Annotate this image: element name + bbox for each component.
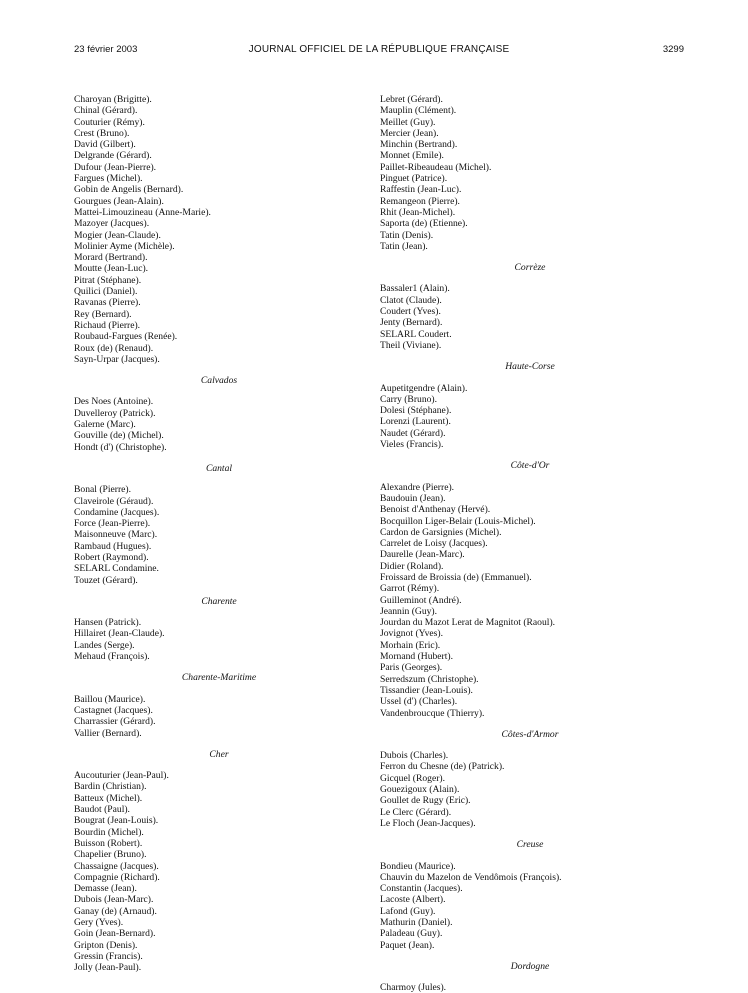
list-item: Charrassier (Gérard). xyxy=(74,716,156,728)
list-item: Gouville (de) (Michel). xyxy=(74,430,164,442)
list-item: Batteux (Michel). xyxy=(74,792,143,804)
list-item: Gobin de Angelis (Bernard). xyxy=(74,184,184,196)
list-item: Bonal (Pierre). xyxy=(74,484,132,496)
list-item: Fargues (Michel). xyxy=(74,173,143,185)
list-item: Aucouturier (Jean-Paul). xyxy=(74,770,169,782)
list-item: Daurelle (Jean-Marc). xyxy=(380,549,465,561)
list-item: Mathurin (Daniel). xyxy=(380,917,453,928)
list-item: Demasse (Jean). xyxy=(74,883,137,895)
list-item: Dubois (Jean-Marc). xyxy=(74,894,154,906)
list-item: Sayn-Urpar (Jacques). xyxy=(74,353,160,365)
list-item: Touzet (Gérard). xyxy=(74,574,138,586)
list-item: Mauplin (Clément). xyxy=(380,105,457,117)
list-item: Mogier (Jean-Claude). xyxy=(74,229,161,241)
list-item: Delgrande (Gérard). xyxy=(74,150,152,162)
list-item: Roux (de) (Renaud). xyxy=(74,342,154,354)
list-item: Froissard de Broissia (de) (Emmanuel). xyxy=(380,571,532,583)
list-item: SELARL Condamine. xyxy=(74,563,159,575)
list-item: Jovignot (Yves). xyxy=(380,628,443,640)
list-item: Gripton (Denis). xyxy=(74,939,138,951)
list-item: Baudouin (Jean). xyxy=(380,492,446,504)
list-item: Rhit (Jean-Michel). xyxy=(380,206,456,218)
list-item: Paris (Georges). xyxy=(380,662,443,674)
list-item: Aupetitgendre (Alain). xyxy=(380,382,468,394)
department-heading: Charente-Maritime xyxy=(181,672,257,684)
list-item: Baudot (Paul). xyxy=(74,804,130,816)
list-item: Hondt (d') (Christophe). xyxy=(74,441,167,453)
list-item: Vieles (Francis). xyxy=(380,439,444,451)
department-heading: Charente xyxy=(201,595,237,607)
list-item: Rey (Bernard). xyxy=(74,308,132,320)
list-item: Couturier (Rémy). xyxy=(74,116,145,128)
department-heading: Corrèze xyxy=(514,262,546,274)
list-item: Naudet (Gérard). xyxy=(380,427,446,439)
list-item: Crest (Bruno). xyxy=(74,127,130,139)
header-date: 23 février 2003 xyxy=(74,44,138,55)
list-item: Hillairet (Jean-Claude). xyxy=(74,628,165,640)
list-item: Paquet (Jean). xyxy=(380,939,435,951)
list-item: Richaud (Pierre). xyxy=(74,319,141,331)
list-item: Lebret (Gérard). xyxy=(380,94,443,105)
list-item: Ravanas (Pierre). xyxy=(74,297,141,309)
list-item: Bassaler1 (Alain). xyxy=(380,283,450,295)
list-item: Alexandre (Pierre). xyxy=(380,481,455,493)
list-item: Carrelet de Loisy (Jacques). xyxy=(380,538,488,550)
list-item: David (Gilbert). xyxy=(74,139,136,151)
list-item: Compagnie (Richard). xyxy=(74,871,160,883)
list-item: Ganay (de) (Arnaud). xyxy=(74,905,157,917)
list-item: Gicquel (Roger). xyxy=(380,772,446,784)
list-item: Didier (Roland). xyxy=(380,560,444,572)
list-item: Chinal (Gérard). xyxy=(74,105,138,117)
list-item: Morhain (Eric). xyxy=(380,639,441,651)
list-item: Bardin (Christian). xyxy=(74,781,147,793)
list-item: Dolesi (Stéphane). xyxy=(380,405,452,417)
list-item: Gressin (Francis). xyxy=(74,950,143,962)
list-item: Baillou (Maurice). xyxy=(74,693,146,705)
department-heading: Calvados xyxy=(200,375,238,387)
list-item: Gouezigoux (Alain). xyxy=(380,784,460,796)
list-item: Ussel (d') (Charles). xyxy=(380,696,458,708)
list-item: Coudert (Yves). xyxy=(380,306,441,318)
list-item: Cardon de Garsignies (Michel). xyxy=(380,526,502,538)
list-item: Landes (Serge). xyxy=(74,639,135,651)
list-item: Dufour (Jean-Pierre). xyxy=(74,161,157,173)
department-heading: Cher xyxy=(209,748,229,760)
list-item: Condamine (Jacques). xyxy=(74,506,160,518)
list-item: Roubaud-Fargues (Renée). xyxy=(74,331,178,343)
list-item: Castagnet (Jacques). xyxy=(74,704,153,716)
list-item: Lafond (Guy). xyxy=(380,905,436,917)
list-item: Jeannin (Guy). xyxy=(380,605,438,617)
list-item: Maisonneuve (Marc). xyxy=(74,529,158,541)
list-item: Molinier Ayme (Michèle). xyxy=(74,240,175,252)
list-item: Bondieu (Maurice). xyxy=(380,860,456,872)
list-item: Dubois (Charles). xyxy=(380,750,449,762)
list-item: Mattei-Limouzineau (Anne-Marie). xyxy=(74,206,211,218)
list-item: Mehaud (François). xyxy=(74,651,150,663)
list-item: Monnet (Emile). xyxy=(380,150,444,162)
list-item: Mercier (Jean). xyxy=(380,127,439,139)
list-item: Chapelier (Bruno). xyxy=(74,849,147,861)
list-item: Tatin (Jean). xyxy=(380,240,428,252)
list-item: Saporta (de) (Etienne). xyxy=(380,218,468,230)
list-item: Minchin (Bertrand). xyxy=(380,139,458,151)
list-item: Paillet-Ribeaudeau (Michel). xyxy=(380,161,492,173)
list-item: Lorenzi (Laurent). xyxy=(380,416,451,428)
list-item: Raffestin (Jean-Luc). xyxy=(380,184,462,196)
department-heading: Côtes-d'Armor xyxy=(501,728,559,740)
list-item: Quilici (Daniel). xyxy=(74,286,138,298)
list-item: Goullet de Rugy (Eric). xyxy=(380,795,471,807)
list-item: Theil (Viviane). xyxy=(380,339,442,351)
list-item: Des Noes (Antoine). xyxy=(74,396,154,408)
list-item: Mornand (Hubert). xyxy=(380,651,453,663)
list-item: Clatot (Claude). xyxy=(380,294,442,306)
page-number: 3299 xyxy=(662,44,684,55)
list-item: Lacoste (Albert). xyxy=(380,894,446,906)
list-item: Hansen (Patrick). xyxy=(74,617,142,629)
list-item: Meillet (Guy). xyxy=(380,116,436,128)
list-item: Vallier (Bernard). xyxy=(74,727,142,739)
list-item: Paladeau (Guy). xyxy=(380,928,443,940)
list-item: Vandenbroucque (Thierry). xyxy=(380,707,485,719)
list-item: Moutte (Jean-Luc). xyxy=(74,263,149,275)
list-item: Force (Jean-Pierre). xyxy=(74,518,151,530)
list-item: Carry (Bruno). xyxy=(380,393,438,405)
list-item: Morard (Bertrand). xyxy=(74,252,148,264)
journal-title: JOURNAL OFFICIEL DE LA RÉPUBLIQUE FRANÇAISE xyxy=(248,44,510,55)
list-item: Bourdin (Michel). xyxy=(74,826,144,838)
list-item: Charmoy (Jules). xyxy=(380,982,447,993)
list-item: Jolly (Jean-Paul). xyxy=(74,962,142,974)
list-item: Galerne (Marc). xyxy=(74,419,136,431)
list-item: Tatin (Denis). xyxy=(380,229,434,241)
list-item: Bocquillon Liger-Belair (Louis-Michel). xyxy=(380,515,536,527)
list-item: Charoyan (Brigitte). xyxy=(74,94,152,105)
page-header xyxy=(74,44,684,60)
list-item: SELARL Coudert. xyxy=(380,328,452,340)
list-item: Chauvin du Mazelon de Vendômois (François). xyxy=(380,871,562,883)
department-heading: Creuse xyxy=(516,839,544,851)
list-item: Rambaud (Hugues). xyxy=(74,540,152,552)
list-item: Pinguet (Patrice). xyxy=(380,173,448,185)
list-item: Mazoyer (Jacques). xyxy=(74,218,150,230)
list-item: Jenty (Bernard). xyxy=(380,317,443,329)
list-item: Pitrat (Stéphane). xyxy=(74,274,142,286)
list-item: Benoist d'Anthenay (Hervé). xyxy=(380,504,491,516)
list-item: Chassaigne (Jacques). xyxy=(74,860,159,872)
department-heading: Cantal xyxy=(205,462,233,474)
list-item: Robert (Raymond). xyxy=(74,551,149,563)
list-item: Jourdan du Mazot Lerat de Magnitot (Raoul). xyxy=(380,617,556,629)
list-item: Le Clerc (Gérard). xyxy=(380,806,452,818)
list-item: Guilleminot (André). xyxy=(380,594,462,606)
department-heading: Côte-d'Or xyxy=(510,460,550,472)
list-item: Buisson (Robert). xyxy=(74,837,143,849)
list-item: Serredszum (Christophe). xyxy=(380,673,479,685)
list-item: Tissandier (Jean-Louis). xyxy=(380,684,473,696)
left-column xyxy=(74,94,364,973)
department-heading: Dordogne xyxy=(510,960,550,972)
department-heading: Haute-Corse xyxy=(505,361,555,373)
list-item: Gery (Yves). xyxy=(74,917,124,928)
list-item: Constantin (Jacques). xyxy=(380,883,463,895)
list-item: Remangeon (Pierre). xyxy=(380,195,460,207)
list-item: Gourgues (Jean-Alain). xyxy=(74,195,164,207)
list-item: Goin (Jean-Bernard). xyxy=(74,928,156,940)
list-item: Garrot (Rémy). xyxy=(380,583,440,595)
list-item: Le Floch (Jean-Jacques). xyxy=(380,817,476,829)
list-item: Claveirole (Géraud). xyxy=(74,495,154,507)
right-column xyxy=(380,94,680,993)
list-item: Ferron du Chesne (de) (Patrick). xyxy=(380,761,505,773)
list-item: Bougrat (Jean-Louis). xyxy=(74,815,159,827)
list-item: Duvelleroy (Patrick). xyxy=(74,407,156,419)
